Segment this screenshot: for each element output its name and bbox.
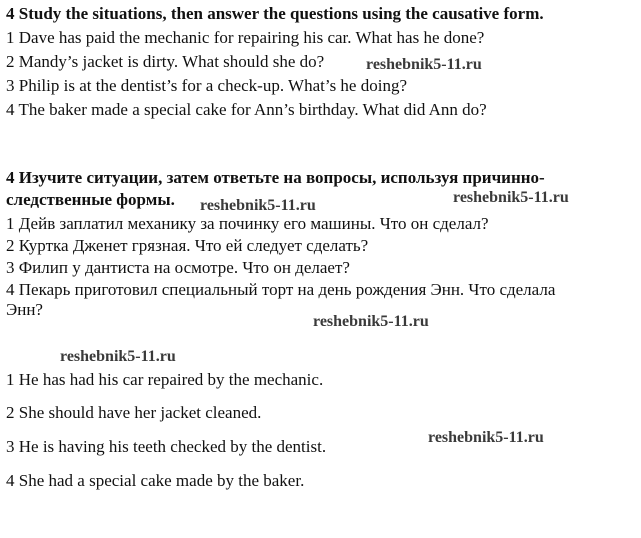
question-item-russian: 4 Пекарь приготовил специальный торт на день рождения Энн. Что сделала: [6, 280, 556, 299]
answer-item: 4 She had a special cake made by the baker.: [6, 471, 305, 490]
answer-item: 2 She should have her jacket cleaned.: [6, 403, 262, 422]
watermark: reshebnik5-11.ru: [313, 313, 429, 330]
watermark: reshebnik5-11.ru: [60, 348, 176, 365]
question-item-russian: 2 Куртка Дженет грязная. Что ей следует сделать?: [6, 236, 369, 255]
watermark: reshebnik5-11.ru: [366, 56, 482, 73]
watermark: reshebnik5-11.ru: [200, 197, 316, 214]
exercise-heading-english: 4 Study the situations, then answer the questions using the causative form.: [6, 4, 544, 23]
question-item: 3 Philip is at the dentist’s for a check-up. What’s he doing?: [6, 76, 407, 95]
question-item-russian: 3 Филип у дантиста на осмотре. Что он делает?: [6, 258, 350, 277]
answer-item: 3 He is having his teeth checked by the dentist.: [6, 437, 327, 456]
question-item-russian: 1 Дейв заплатил механику за починку его машины. Что он сделал?: [6, 214, 489, 233]
answer-item: 1 He has had his car repaired by the mechanic.: [6, 370, 324, 389]
question-item: 1 Dave has paid the mechanic for repairing his car. What has he done?: [6, 28, 485, 47]
exercise-heading-russian: 4 Изучите ситуации, затем ответьте на вопросы, используя причинно-: [6, 168, 545, 187]
question-item: 4 The baker made a special cake for Ann’s birthday. What did Ann do?: [6, 100, 487, 119]
question-item: 2 Mandy’s jacket is dirty. What should she do?: [6, 52, 325, 71]
exercise-heading-russian-cont: следственные формы.: [6, 190, 175, 209]
watermark: reshebnik5-11.ru: [428, 429, 544, 446]
watermark: reshebnik5-11.ru: [453, 189, 569, 206]
question-item-russian: Энн?: [6, 300, 43, 319]
